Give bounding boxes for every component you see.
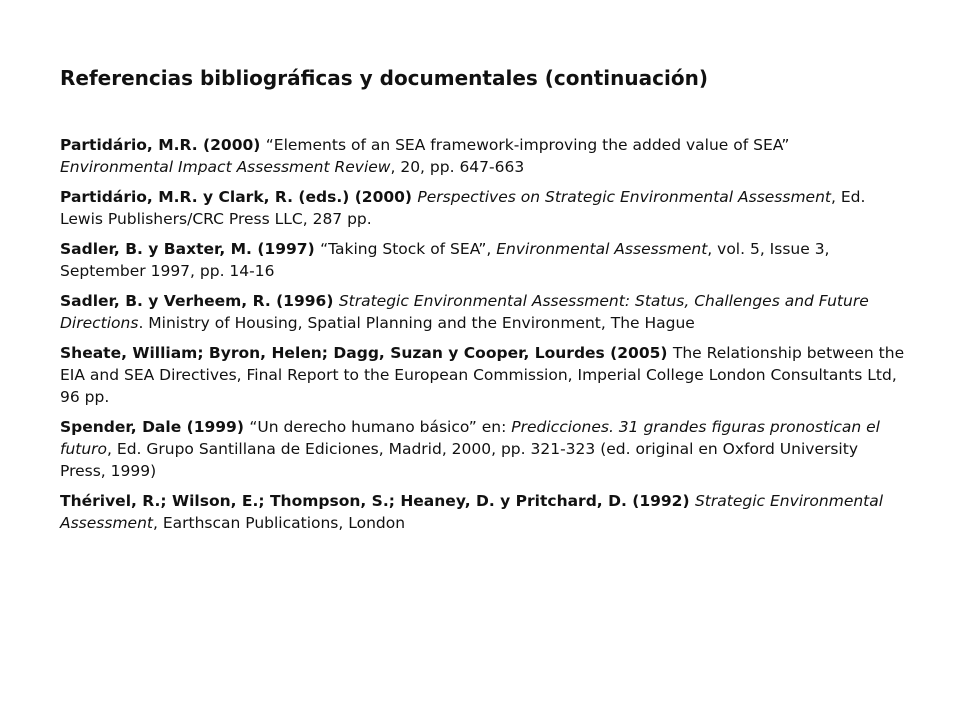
reference-item: [60, 186, 906, 230]
reference-author: Thérivel, R.; Wilson, E.; Thompson, S.; Heaney, D. y Pritchard, D. (1992): [60, 492, 695, 510]
reference-author: Sadler, B. y Baxter, M. (1997): [60, 240, 321, 258]
reference-author: Sadler, B. y Verheem, R. (1996): [60, 292, 339, 310]
reference-author: Sheate, William; Byron, Helen; Dagg, Suzan y Cooper, Lourdes (2005): [60, 344, 673, 362]
reference-text: The Relationship between the EIA and SEA Directives, Final Report to the European Commission, Imperial College London Consultants Ltd, 96 pp.: [60, 344, 905, 406]
reference-text: , Ed. Lewis Publishers/CRC Press LLC, 287 pp.: [60, 188, 866, 228]
reference-title: Environmental Impact Assessment Review: [60, 158, 391, 176]
reference-text: , vol. 5, Issue 3, September 1997, pp. 14-16: [60, 240, 830, 280]
reference-author: Partidário, M.R. (2000): [60, 136, 266, 154]
reference-list: [60, 134, 906, 542]
reference-item: [60, 490, 906, 534]
reference-title: Environmental Assessment: [496, 240, 708, 258]
reference-author: Partidário, M.R. y Clark, R. (eds.) (2000): [60, 188, 418, 206]
reference-item: [60, 238, 906, 282]
page-title: Referencias bibliográficas y documentales (continuación): [60, 66, 708, 90]
reference-item: [60, 134, 906, 178]
reference-item: [60, 416, 906, 482]
reference-title: Strategic Environmental Assessment: Status, Challenges and Future Directions: [60, 292, 869, 332]
reference-author: Spender, Dale (1999): [60, 418, 250, 436]
reference-title: Perspectives on Strategic Environmental Assessment: [417, 188, 831, 206]
reference-title: Predicciones. 31 grandes figuras pronostican el futuro: [60, 418, 880, 458]
reference-text: “Taking Stock of SEA”,: [320, 240, 497, 258]
reference-text: “Elements of an SEA framework-improving the added value of SEA”: [265, 136, 790, 154]
reference-text: . Ministry of Housing, Spatial Planning and the Environment, The Hague: [138, 314, 695, 332]
reference-text: , Earthscan Publications, London: [152, 514, 406, 532]
reference-item: [60, 290, 906, 334]
reference-title: Strategic Environmental Assessment: [60, 492, 884, 532]
reference-text: “Un derecho humano básico” en:: [249, 418, 512, 436]
reference-text: , 20, pp. 647-663: [390, 158, 525, 176]
reference-item: [60, 342, 906, 408]
reference-text: , Ed. Grupo Santillana de Ediciones, Madrid, 2000, pp. 321-323 (ed. original en Oxford University Press, 1999): [60, 440, 858, 480]
